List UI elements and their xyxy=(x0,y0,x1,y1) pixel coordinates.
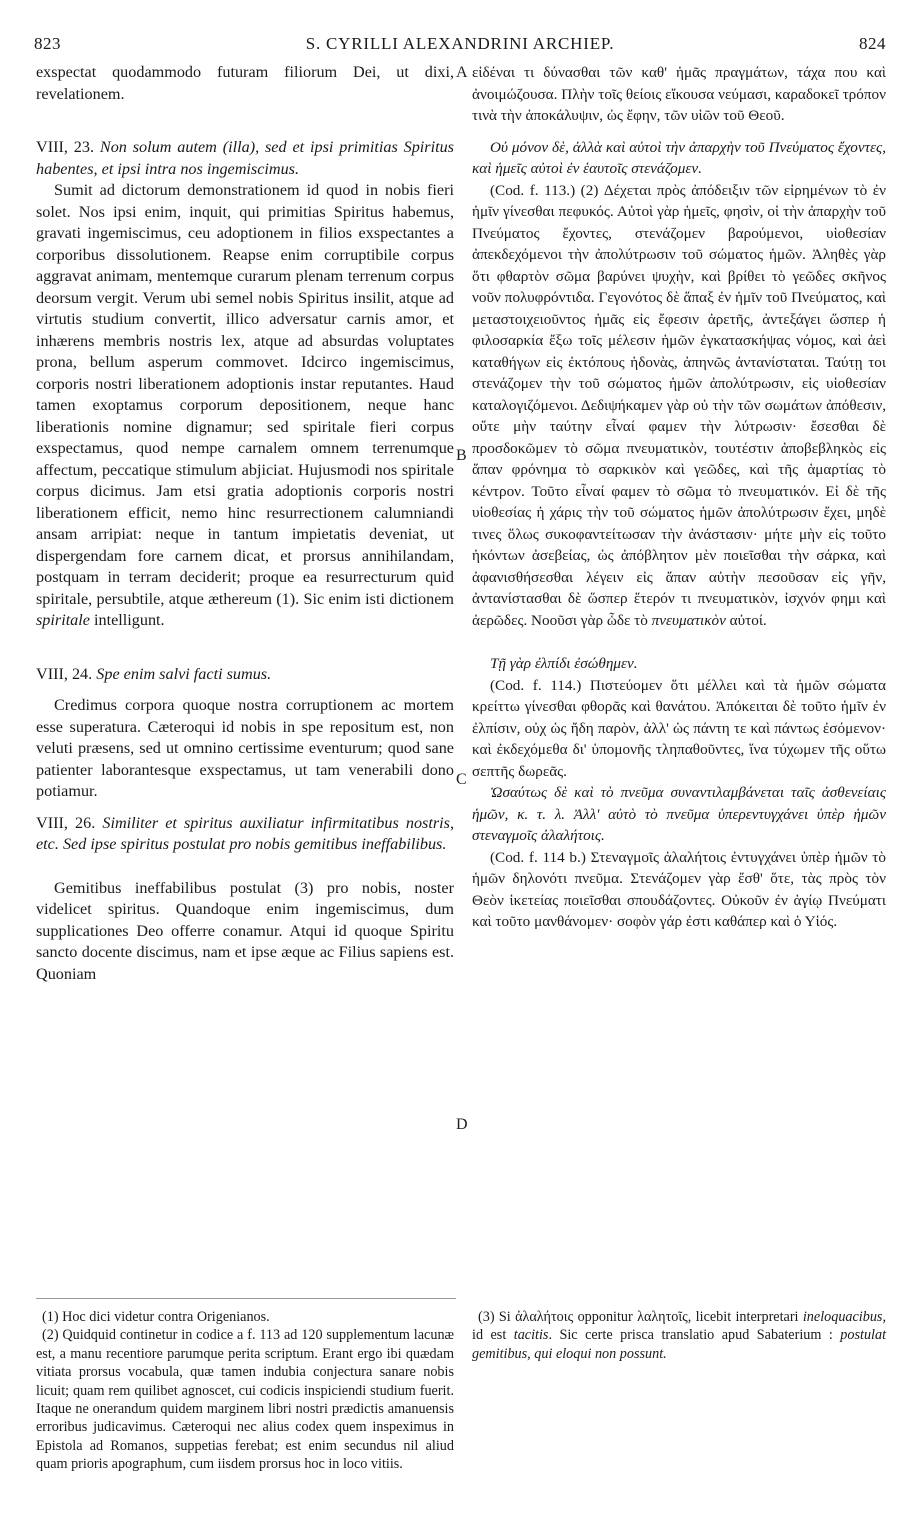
margin-letter-a: A xyxy=(456,64,468,81)
greek-paragraph-1: εἰδέναι τι δύνασθαι τῶν καθ' ἡμᾶς πραγμάτων, τάχα που καὶ ἀνοιμώζουσα. Πλὴν τοῖς θείοις εἴκουσα νεύμασι, καραδοκεῖ τρόπον τινὰ τὴν ἀποκάλυψιν, ὡς ἔφην, τῶν υἱῶν τοῦ Θεοῦ. xyxy=(472,64,886,124)
running-title: S. CYRILLI ALEXANDRINI ARCHIEP. xyxy=(305,34,615,53)
greek-column xyxy=(472,62,886,933)
greek-lemma-1: Οὐ μόνον δὲ, ἀλλὰ καὶ αὐτοὶ τὴν ἀπαρχὴν τοῦ Πνεύματος ἔχοντες, καὶ ἡμεῖς αὐτοὶ ἐν ἑαυτοῖς στενάζομεν. xyxy=(472,138,886,177)
latin-paragraph-4: Gemitibus ineffabilibus postulat (3) pro nobis, noster videlicet spiritus. Quandoque enim ingemiscimus, dum supplicationes Deo offerre conamur. Atqui id quoque Spiritu sancto docente discimus, nam et ipse æque ac Filius sapiens est. Quoniam xyxy=(36,878,454,983)
latin-lemma-8-24 xyxy=(36,664,454,686)
fn3-italic-2: tacitis xyxy=(513,1327,549,1344)
greek-lemma-2: Τῇ γὰρ ἐλπίδι ἐσώθημεν. xyxy=(490,655,638,672)
footnote-1: (1) Hoc dici videtur contra Origenianos. xyxy=(42,1309,270,1325)
greek-paragraph-4: (Cod. f. 114 b.) Στεναγμοῖς ἀλαλήτοις ἐντυγχάνει ὑπὲρ ἡμῶν τὸ ἡμῶν δηλονότι πνεῦμα. Στενάζομεν γὰρ ἔσθ' ὅτε, τὰς πρὸς τὸν Θεὸν ἱκετείας ποιεῖσθαι σπουδάζοντες. Οὐκοῦν ἐν ἁγίῳ Πνεύματι καὶ τοῦτο μανθάνομεν· σοφὸν γάρ ἐστι καθάπερ καὶ ὁ Υἱός. xyxy=(472,848,886,930)
running-head xyxy=(34,34,886,60)
latin-paragraph-1: exspectat quodammodo futuram filiorum Dei, ut dixi, revelationem. xyxy=(36,63,454,103)
greek-p2-text: (Cod. f. 113.) (2) Δέχεται πρὸς ἀπόδειξιν τῶν εἰρημένων τὸ ἐν ἡμῖν γίνεσθαι πεφυκός. Αὐτοὶ γὰρ ἡμεῖς, φησὶν, οἱ τὴν ἀπαρχὴν τοῦ Πνεύματος ἔχοντες, στενάζομεν βαρούμενοι, υἱοθεσίαν ἀπεκδεχόμενοι τὴν ἀπολύτρωσιν τοῦ σώματος ἡμῶν. Ἀληθὲς γὰρ ὅτι φθαρτὸν σῶμα βαρύνει ψυχὴν, καὶ βρίθει τὸ γεῶδες σκῆνος νοῦν πολυφρόντιδα. Γεγονότος δὲ ἅπαξ ἐν ἡμῖν τοῦ Πνεύματος, καὶ μεταστοιχειοῦντος ἡμᾶς εἰς ἔφεσιν ἀρετῆς, ἀντεξάγει ὥσπερ ἡ φιλοσαρκία ἔξω τοῖς μέλεσιν ἡμῶν ἐγκατασκήψας νόμος, καὶ ἀεὶ καταθήγων εἰς ἐκτόπους ἡδονὰς, ἀπηνῶς ἀντανίσταται. Ταύτῃ τοι στενάζομεν τὴν τοῦ σώματος ἡμῶν ἀπολύτρωσιν, εἰς υἱοθεσίαν καταλογιζόμενοι. Δεδιψήκαμεν γὰρ οὐ τὴν τῶν σωμάτων ἀπόθεσιν, οὔτε μὴν ταύτην εἶναί φαμεν τὴν λύτρωσιν· ἔσεσθαι δὲ προσδοκῶμεν τὸ σῶμα πνευματικὸν, τουτέστιν ἀποβεβληκὸς εἰς ἅπαν φρόνημα τὸ σαρκικὸν καὶ γεῶδες, καὶ τῆς ἁμαρτίας τὸ κέντρον. Τοῦτο εἶναί φαμεν τὸ σῶμα τὸ πνευματικόν. Εἰ δὲ τῆς υἱοθεσίας ἡ χάρις τὴν τοῦ σώματος ἡμῶν ἀπολύτρωσιν ἔχει, μηδὲ τινες ὅλως συκοφαντείτωσαν τὴν ἀνάστασιν· μήτε μὴν εἰς τοῦτο ἡκόντων ἀσεβείας, ὡς ἀπόβλητον μὲν ποιεῖσθαι τὴν σάρκα, καὶ ἀφανισθήσεσθαι λέγειν εἰς ἅπαν αὐτὴν πεσοῦσαν εἰς γῆν, ἀντανίστασθαι δὲ ὥσπερ ἕτερόν τι πνευματικὸν, ἰσχνόν φημι καὶ ἀερῶδες. Νοοῦσι γὰρ ὧδε τὸ xyxy=(472,181,886,629)
latin-lemma-8-26 xyxy=(36,813,454,856)
latin-p2-end: intelligunt. xyxy=(94,611,165,629)
latin-paragraph-3: Credimus corpora quoque nostra corruptionem ac mortem esse superatura. Cæteroqui id nobis in spe repositum est, non veluti præsens, sed ut omnino certissime eventurum; quod sane patienter laborantesque exspectamus, ut tam venerabili dono potiamur. xyxy=(36,696,454,800)
fn3-part-c: , licebit interpretari xyxy=(687,1309,799,1325)
margin-letter-d: D xyxy=(456,1116,468,1133)
greek-p2-end: αὐτοί. xyxy=(729,611,767,629)
lemma-text-8-23: Non solum autem (illa), sed et ipsi primitias Spiritus habentes, et ipsi intra nos ingemiscimus. xyxy=(36,138,454,178)
verse-ref-8-24: VIII, 24. xyxy=(36,664,93,683)
greek-lemma-3: Ὡσαύτως δὲ καὶ τὸ πνεῦμα συναντιλαμβάνεται ταῖς ἀσθενείαις ἡμῶν, κ. τ. λ. Ἀλλ' αὐτὸ τὸ πνεῦμα ὑπερεντυγχάνει ὑπὲρ ἡμῶν στεναγμοῖς ἀλαλήτοις. xyxy=(472,784,886,844)
fn3-part-b: opponitur xyxy=(577,1309,633,1325)
footnote-2: (2) Quidquid continetur in codice a f. 113 ad 120 supplementum lacunæ est, a manu recentiore parumque perita scriptum. Erant ergo ibi quædam vitiata prorsus vocabula, quæ tamen indubia conjectura sanare nobis licuit; quam rem quilibet agnoscet, cui codicis inspiciendi studium fuerit. Itaque ne onerandum quidem marginem libri nostri prædictis amanuensis erroribus judicavimus. Cæteroqui nec alius codex quem inspeximus in Epistola ad Romanos, suppetias ferebat; est enim secundus nil aliud quam prioris apographum, cum iisdem prorsus hoc in loco vitiis. xyxy=(36,1327,454,1473)
lemma-text-8-26: Similiter et spiritus auxiliatur infirmitatibus nostris, etc. Sed ipse spiritus postulat pro nobis gemitibus ineffabilibus. xyxy=(36,813,455,853)
latin-paragraph-2 xyxy=(36,180,454,632)
latin-column xyxy=(36,62,454,985)
latin-lemma-8-23 xyxy=(36,137,454,180)
footnote-3 xyxy=(472,1308,886,1363)
fn3-italic-3: postulat gemitibus, qui eloqui non possunt. xyxy=(472,1327,887,1362)
right-page-number: 824 xyxy=(859,34,886,53)
greek-paragraph-3: (Cod. f. 114.) Πιστεύομεν ὅτι μέλλει καὶ τὰ ἡμῶν σώματα κρείττω γίνεσθαι φθορᾶς καὶ θανάτου. Ἀπόκειται δὲ τοῦτο ἡμῖν ἐν ἐλπίσιν, οὐχ ὡς ἤδη παρὸν, ἀλλ' ὡς πάντη τε καὶ πάντως ἐσόμενον· καὶ ἐκδεχόμεθα δι' ὑπομονῆς τληπαθοῦντες, ἵνα τύχωμεν τῆς οὕτω σεπτῆς δωρεᾶς. xyxy=(472,676,886,780)
greek-p2-italic: πνευματικὸν xyxy=(651,611,726,629)
fn3-part-a: (3) Si xyxy=(478,1309,511,1325)
latin-p2-text: Sumit ad dictorum demonstrationem id quod in nobis fieri solet. Nos ipsi enim, inquit, qui primitias Spiritus habemus, gravati ingemiscimus, ceu adoptionem in filios exspectantes a corporibus dissolutionem. Reapse enim corruptibile corpus aggravat animam, mentemque curarum plenam terrenum corpus deorsum vergit. Verum ubi semel nobis Spiritus insilit, atque ad virtutis studium convertit, illico adversatur carnis amor, et inhærens membris nostris lex, atque ad absurdas voluptates prona, bellum asperum commovet. Idcirco ingemiscimus, corporis nostri liberationem adoptionis instar reputantes. Haud tamen exoptamus corporum depositionem, neque hanc liberationis nomine dignamur; sed spiritale fieri corpus exspectamus, quod nempe carnalem omnem terrenumque affectum, peccatique stimulum abjiciat. Hujusmodi nos spiritale corpus dicimus. Jam etsi gratia adoptionis corporis nostri liberationem efficit, nemo hinc resurrectionem calumniandi ansam arripiat: neque in tantum impietatis deveniat, ut dispergendam fore carnem dicat, et prorsus annihilandam, postquam in terram deciderit; proque ea resurrecturum quid spiritale, persubtile, atque æthereum (1). Sic enim isti dictionem xyxy=(36,181,454,608)
fn3-greek-2: λαλητοῖς xyxy=(637,1309,688,1325)
verse-ref-8-23: VIII, 23. xyxy=(36,138,95,156)
footnotes-left xyxy=(36,1308,454,1474)
verse-ref-8-26: VIII, 26. xyxy=(36,813,96,832)
fn3-italic-1: ineloquacibus xyxy=(802,1309,883,1325)
fn3-part-e: . Sic certe prisca translatio apud Sabaterium : xyxy=(548,1327,833,1344)
left-page-number: 823 xyxy=(34,34,61,53)
margin-letter-c: C xyxy=(456,771,467,788)
fn3-greek-1: ἀλαλήτοις xyxy=(515,1309,574,1325)
footnotes-right xyxy=(472,1308,886,1363)
margin-letter-b: B xyxy=(456,447,467,464)
greek-paragraph-2 xyxy=(472,180,886,632)
latin-p2-italic: spiritale xyxy=(36,611,90,629)
lemma-text-8-24: Spe enim salvi facti sumus. xyxy=(96,664,272,683)
footnote-divider xyxy=(36,1298,456,1299)
fn3-part-d: , id est xyxy=(472,1309,887,1344)
